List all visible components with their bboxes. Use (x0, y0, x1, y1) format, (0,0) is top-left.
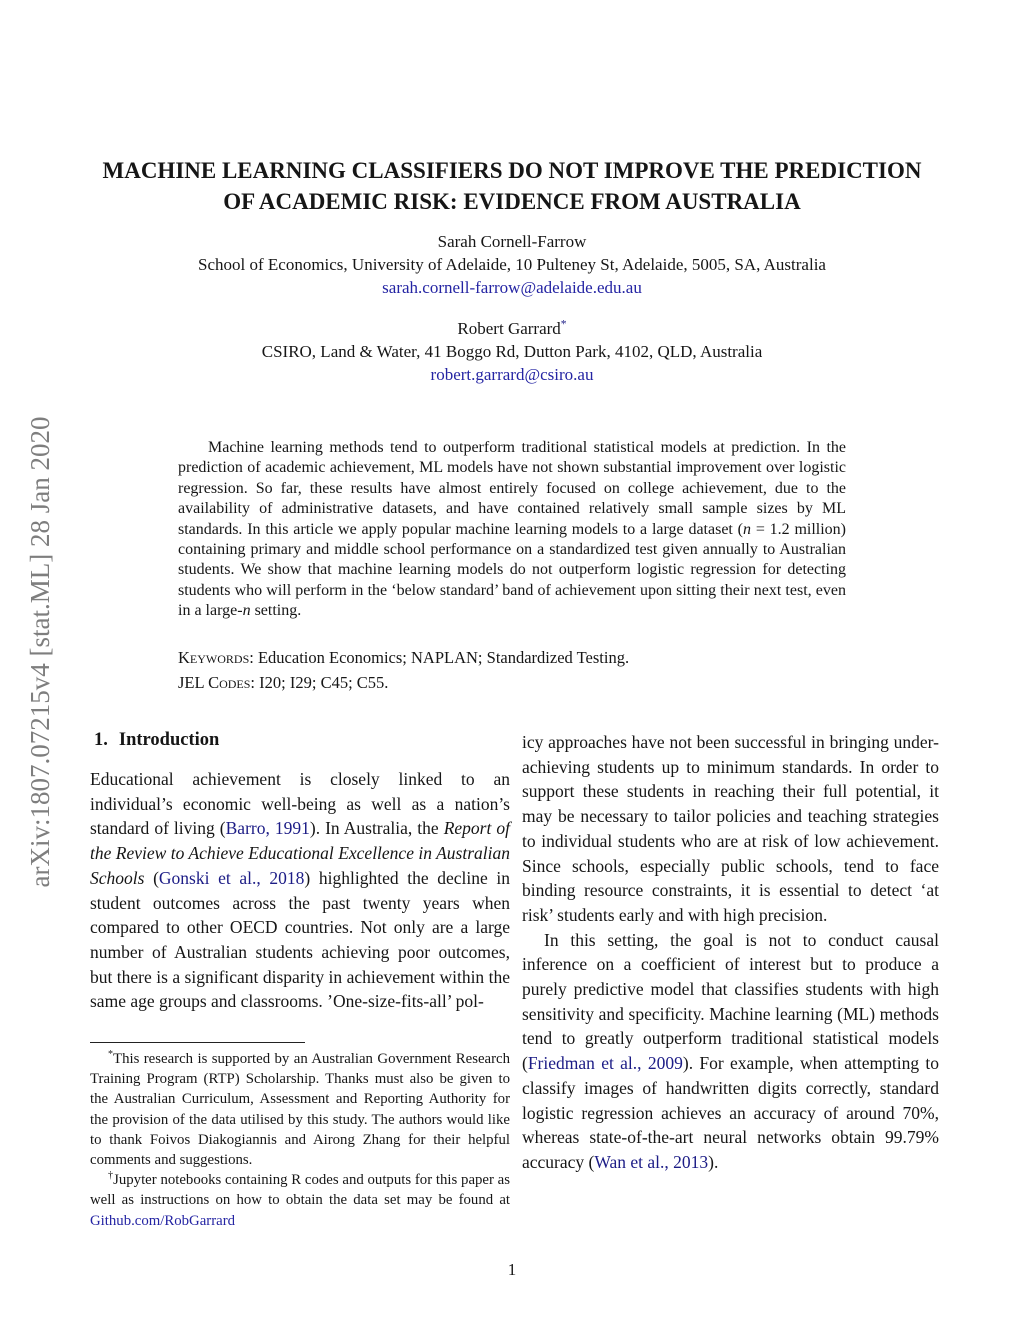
paper-title-line1: MACHINE LEARNING CLASSIFIERS DO NOT IMPROVE THE PREDICTION (102, 158, 922, 183)
section-number: 1. (94, 730, 108, 750)
arxiv-watermark: arXiv:1807.07215v4 [stat.ML] 28 Jan 2020 (25, 416, 55, 888)
section-heading-introduction (94, 728, 510, 752)
jel-line (178, 671, 878, 694)
text-segment: This research is supported by an Australian Government Research Training Program (RTP) Scholarship. Thanks must also be given to the Australian Curriculum, Assessment and Reporting Authority for the provision of the data utilised by this study. The authors would like to thank Foivos Diakogiannis and Airong Zhang for their helpful comments and suggestions. (90, 1051, 510, 1169)
paper-title-line2: OF ACADEMIC RISK: EVIDENCE FROM AUSTRALIA (223, 189, 801, 214)
author-email-link[interactable]: robert.garrard@csiro.au (430, 365, 594, 384)
text-segment: Robert Garrard (457, 319, 561, 338)
paper-title (0, 155, 1024, 217)
section-title: Introduction (118, 730, 220, 750)
author-block-2 (0, 317, 1024, 386)
keywords-text: Education Economics; NAPLAN; Standardized Testing. (253, 648, 630, 667)
text-segment: Educational achievement is closely linked to an individual’s economic well-being as well as a nation’s standard of living ( (90, 769, 510, 839)
text-segment: ). In Australia, the (309, 818, 444, 839)
column-left (90, 728, 510, 1014)
text-segment: * (108, 1049, 114, 1061)
author-name (0, 230, 1024, 253)
text-segment: In this setting, the goal is not to conduct causal inference on a coefficient of interest but to produce a purely predictive model that classifies students with high sensitivity and specificity. Machine learning (ML) methods tend to greatly outperform traditional statistical models ( (522, 929, 939, 1074)
text-segment: ). For example, when attempting to classify images of handwritten digits correctly, standard logistic regression achieves an accuracy of around 70%, whereas state-of-the-art neural networks obtain 99.79% accuracy ( (522, 1053, 940, 1172)
citation-link[interactable]: Friedman et al., 2009 (527, 1053, 683, 1074)
text-segment: ( (144, 867, 159, 888)
text-segment: ). (708, 1151, 719, 1172)
author-affiliation: School of Economics, University of Adelaide, 10 Pulteney St, Adelaide, 5005, SA, Australia (198, 255, 826, 274)
citation-link[interactable]: Gonski et al., 2018 (158, 867, 305, 888)
column-right (522, 730, 939, 1175)
text-segment: Machine learning methods tend to outperform traditional statistical models at prediction. In the prediction of academic achievement, ML models have not shown substantial improvement over logistic regression. So far, these results have almost entirely focused on college achievement, due to the availability of administrative datasets, and have contained relatively small sample sizes by ML standards. In this article we apply popular machine learning models to a large dataset ( (178, 439, 846, 538)
keywords-label: Keywords: (178, 648, 254, 667)
footnote-2 (90, 1170, 510, 1231)
jel-text: I20; I29; C45; C55. (255, 673, 389, 692)
keywords-line (178, 646, 878, 669)
jel-label: JEL Codes: (178, 673, 256, 692)
text-segment: Jupyter notebooks containing R codes and outputs for this paper as well as instructions on how to obtain the data set may be found at (90, 1172, 511, 1209)
text-segment: Report of the Review to Achieve Educational Excellence in Australian Schools (90, 818, 510, 888)
abstract (178, 438, 846, 622)
text-segment: n (242, 602, 251, 620)
text-segment: setting. (250, 602, 302, 620)
paragraph: icy approaches have not been successful in bringing under-achieving students up to minimum standards. In order to support these students in reaching their full potential, it may be necessary to tailor policies and teaching strategies to individual students who are at risk of low achievement. Since schools, especially public schools, tend to face binding resource constraints, it is essential to detect ‘at risk’ students early and with high precision. (522, 732, 939, 925)
hyperlink[interactable]: Github.com/RobGarrard (90, 1212, 236, 1229)
paragraph (90, 767, 510, 1014)
author-affiliation: CSIRO, Land & Water, 41 Boggo Rd, Dutton Park, 4102, QLD, Australia (261, 342, 763, 361)
footnote-block (90, 1042, 510, 1231)
footnote-rule (90, 1042, 305, 1043)
citation-link[interactable]: * (560, 317, 567, 331)
page-number: 1 (507, 1260, 517, 1279)
citation-link[interactable]: Wan et al., 2013 (594, 1151, 709, 1172)
text-segment: = 1.2 million) containing primary and middle school performance on a standardized test given annually to Australian students. We show that machine learning models do not outperform logistic regression for detecting students who will perform in the ‘below standard’ band of achievement upon sitting their next test, even in a large- (178, 520, 847, 620)
author-block-1 (0, 230, 1024, 299)
text-segment: n (743, 520, 752, 538)
footnote-1 (90, 1049, 510, 1170)
author-email-link[interactable]: sarah.cornell-farrow@adelaide.edu.au (382, 278, 642, 297)
paragraph (522, 928, 939, 1175)
citation-link[interactable]: Barro, 1991 (225, 818, 310, 839)
text-segment: Sarah Cornell-Farrow (437, 232, 587, 251)
text-segment: ) highlighted the decline in student outcomes across the past twenty years when compared to other OECD countries. Not only are a large number of Australian students achieving poor outcomes, but there is a significant disparity in achievement within the same age groups and classrooms. ’One-size-fits-all’ pol- (90, 867, 511, 1012)
author-name (0, 317, 1024, 340)
text-segment: † (108, 1170, 114, 1182)
